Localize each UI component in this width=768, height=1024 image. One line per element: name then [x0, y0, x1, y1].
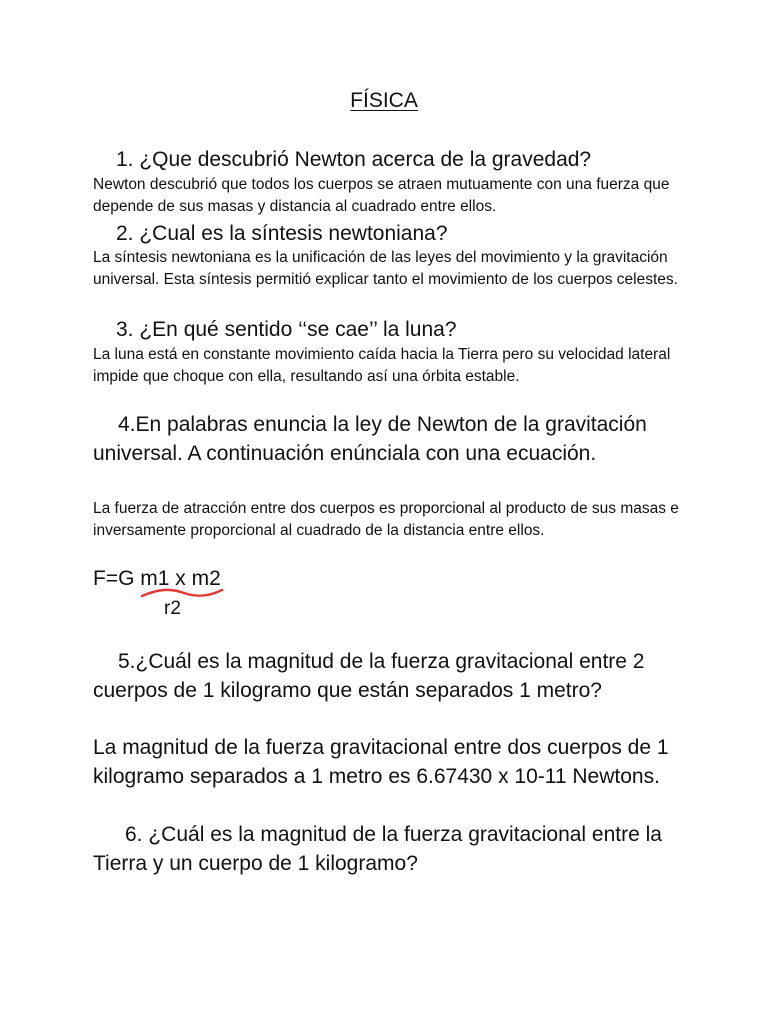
- equation-numerator: F=G m1 x m2: [93, 567, 221, 590]
- question-4: 4.En palabras enuncia la ley de Newton de la gravitación universal. A continuación enúnciala con una ecuación.: [93, 413, 647, 465]
- question-5: 5.¿Cuál es la magnitud de la fuerza gravitacional entre 2 cuerpos de 1 kilogramo que están separados 1 metro?: [93, 650, 645, 702]
- page-title-text: FÍSICA: [350, 89, 418, 112]
- question-2: 2. ¿Cual es la síntesis newtoniana?: [116, 222, 448, 245]
- handwritten-fraction-bar: [140, 584, 224, 602]
- question-1: 1. ¿Que descubrió Newton acerca de la gravedad?: [116, 148, 592, 171]
- equation-denominator: r2: [164, 598, 181, 619]
- question-6: 6. ¿Cuál es la magnitud de la fuerza gravitacional entre la Tierra y un cuerpo de 1 kilogramo?: [93, 823, 662, 875]
- answer-2: La síntesis newtoniana es la unificación de las leyes del movimiento y la gravitación universal. Esta síntesis permitió explicar tanto el movimiento de los cuerpos celestes.: [93, 249, 678, 288]
- answer-1: Newton descubrió que todos los cuerpos se atraen mutuamente con una fuerza que depende de sus masas y distancia al cuadrado entre ellos.: [93, 176, 670, 215]
- answer-4: La fuerza de atracción entre dos cuerpos es proporcional al producto de sus masas e inversamente proporcional al cuadrado de la distancia entre ellos.: [93, 500, 679, 539]
- answer-5: La magnitud de la fuerza gravitacional entre dos cuerpos de 1 kilogramo separados a 1 metro es 6.67430 x 10-11 Newtons.: [93, 736, 669, 788]
- answer-3: La luna está en constante movimiento caída hacia la Tierra pero su velocidad lateral impide que choque con ella, resultando así una órbita estable.: [93, 346, 671, 385]
- question-3: 3. ¿En qué sentido ‘‘se cae’’ la luna?: [116, 318, 457, 341]
- page-title: [0, 88, 768, 114]
